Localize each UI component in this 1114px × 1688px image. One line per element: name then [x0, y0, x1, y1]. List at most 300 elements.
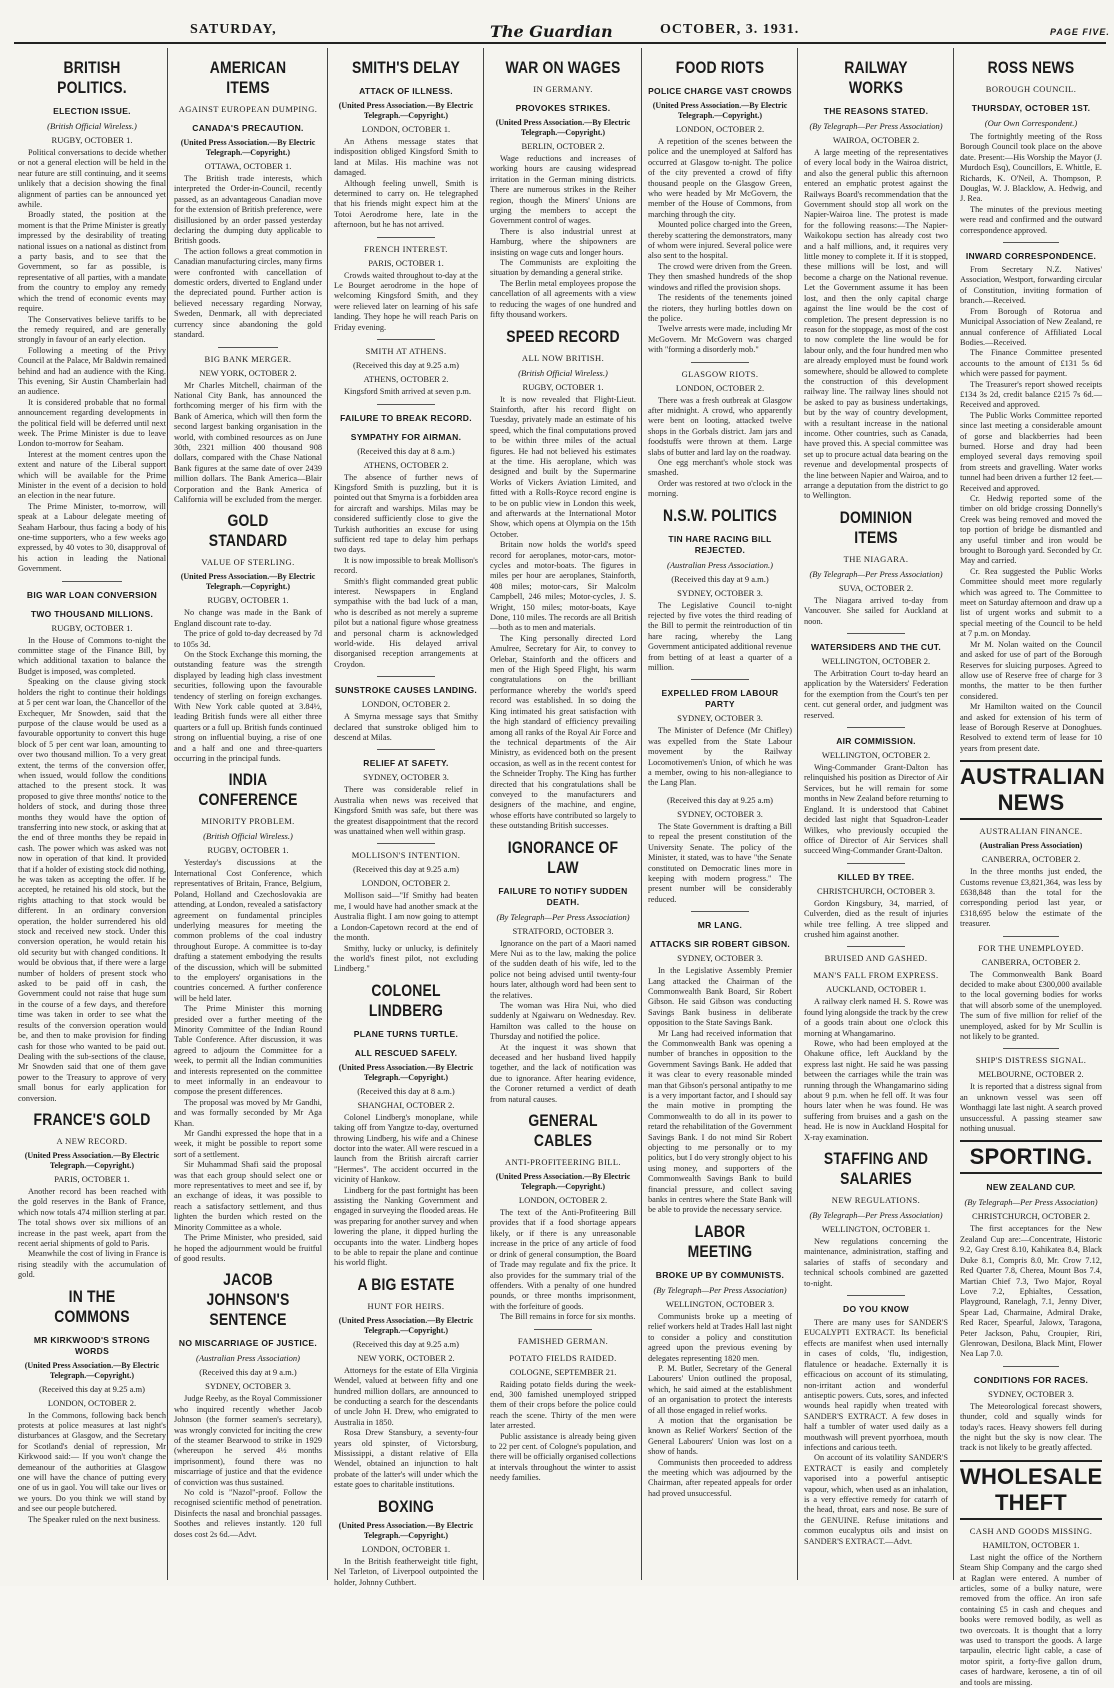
article-dateline: RUGBY, OCTOBER 1.: [207, 595, 289, 606]
divider: [847, 946, 905, 947]
article: [960, 760, 1105, 929]
divider: [691, 362, 749, 363]
divider: [377, 749, 435, 750]
masthead-date: OCTOBER, 3. 1931.: [660, 22, 800, 37]
article-dateline: LONDON, OCTOBER 2.: [675, 124, 765, 134]
article-paragraph: Cr. Rea suggested the Public Works Committee should meet more regularly which was agreed to. The Committee to meet on Saturday afternoon and draw up a list of urgent works and submit to a special meeting of the Council to be held at 7 p.m. on Monday.: [960, 566, 1102, 639]
article-headline: LABOR MEETING: [687, 1221, 753, 1261]
article: [804, 727, 948, 857]
article-paragraph: No cold is "Nazol"-proof. Follow the recognised scientific method of penetration. Disinfects the nasal and bronchial passages. Soothes and relieves instantly. 120 full doses cost 2s 6d.—Advt.: [174, 1487, 322, 1539]
article-headline: FRENCH INTEREST.: [364, 243, 448, 254]
article: [334, 1497, 478, 1588]
divider: [847, 727, 905, 728]
article-paragraph: Sir Muhammad Shafi said the proposal was that each group should select one or more representatives to meet and see if, by an exchange of ideas, it was possible to reach a satisfactory settlement, and thus lighten the burden which rested on the Minority Committee as a whole.: [174, 1160, 322, 1232]
article-dateline: SUVA, OCTOBER 2.: [838, 582, 914, 593]
divider: [691, 679, 749, 680]
article-headline: SUNSTROKE CAUSES LANDING.: [334, 685, 478, 696]
article-headline: SHIP'S DISTRESS SIGNAL.: [975, 1055, 1087, 1066]
article-paragraph: On the Stock Exchange this morning, the outstanding feature was the strength displayed by leading high class investment securities, following upon the favourable tendency of sterling on foreign exchanges. With New York cable quoted at 3.84½, leading British funds were all either three quarters or a full up. British funds continued strong on influential buying, a rise of one and a half and one and three-quarters occurring in the principal funds.: [174, 650, 322, 764]
article-headline: FAMISHED GERMAN.: [517, 1335, 609, 1346]
article-headline: FAILURE TO BREAK RECORD.: [340, 412, 472, 423]
article: [804, 633, 948, 721]
article-subhead: THE NIAGARA.: [843, 553, 909, 564]
article-paragraph: New regulations concerning the maintenance, administration, staffing and salaries of staffs of secondary and technical schools combined are gazetted to-night.: [804, 1237, 948, 1288]
article-dateline: RUGBY, OCTOBER 1.: [522, 381, 604, 392]
article-headline: DO YOU KNOW: [843, 1304, 909, 1315]
received-note: (Received this day at 9.25 a.m): [353, 360, 459, 371]
article-dateline: SYDNEY, OCTOBER 3.: [677, 808, 763, 819]
received-note: (Received this day at 9.25 a.m): [353, 864, 459, 875]
article-paragraph: Mr Charles Mitchell, chairman of the National City Bank, has announced the forthcoming merger of his firm with the Bank of America, which will then form the second largest banking organisation in the world, with combined resources as on June 30th, 2321 million 400 thousand 908 dollars, compared with the Chase National Bank figures at the same date of over 2439 million dollars. The Bank America—Blair Corporation and the Bank America of California will be excluded from the merger.: [174, 380, 322, 504]
article-paragraph: The Bill remains in force for six months.: [500, 1312, 636, 1322]
article-headline: SMITH AT ATHENS.: [365, 346, 447, 357]
article-dateline: HAMILTON, OCTOBER 1.: [982, 1539, 1080, 1550]
article-paragraph: Smith's flight commanded great public interest. Newspapers in England sympathise with the bad luck of a man, who is described as not merely a supreme pilot but a national figure whose greatness and personal charm is acknowledged world-wide. His delayed arrival disorganised reception arrangements at Croydon.: [334, 576, 478, 669]
article: [648, 795, 792, 905]
article-paragraph: Yesterday's discussions at the International Cost Conference, which representatives of Britain, France, Belgium, Poland, Holland and Czechoslovakia are attending, at London, revealed a satisfactory agreement on fundamental principles underlying measures for meeting the common problems of the coal industry throughout Europe. A committee is to-day drafting a statement embodying the results of the discussion, which will be submitted to the employers' organisations in the countries concerned. A further conference will be held later.: [174, 858, 322, 1003]
article-dateline: SYDNEY, OCTOBER 3.: [363, 772, 449, 783]
article-dateline: SYDNEY, OCTOBER 3.: [677, 587, 763, 598]
article-paragraph: Broadly stated, the position at the moment is that the Prime Minister is greatly impressed by the desirability of treating national issues on a national as distinct from a party basis, and to see that the Government, so far as possible, is representative of all parties, with a mandate from the country to employ any remedy which the trend of economic events may require.: [18, 210, 166, 314]
article-paragraph: The woman was Hira Nui, who died suddenly at Ngaiwaru on Wednesday. Rev. Hamilton was called to the house on Thursday and notified the police.: [490, 1001, 636, 1042]
article-paragraph: In the Commons, following back bench protests at police measures at last night's disturbances at Glasgow, and the Secretary for Scotland's denial of repression, Mr Kirkwood said:— If you won't change the demeanour of the authorities at Glasgow one will have the chance of putting every one of us in gaol. You will take our lives or we yours. Do you think we will stand by and see our people butchered.: [18, 1410, 166, 1514]
article-paragraph: Ignorance on the part of a Maori named Mere Nui as to the law, making the police of the sudden death of his wife, led to the police not being advised until twenty-four hours later, although word had been sent to the relatives.: [490, 938, 636, 1000]
article-subhead: POTATO FIELDS RAIDED.: [509, 1352, 617, 1363]
article-subhead: PROVOKES STRIKES.: [515, 103, 611, 113]
article: [18, 1110, 166, 1281]
article-headline: AUSTRALIAN NEWS: [960, 760, 1102, 820]
article-headline: INWARD CORRESPONDENCE.: [965, 251, 1097, 262]
masthead: [0, 22, 1114, 40]
article-source: (British Official Wireless.): [47, 121, 137, 131]
article-source: (Australian Press Association.): [666, 559, 773, 570]
article-headline: DOMINION ITEMS: [839, 507, 913, 547]
article-headline: BOXING: [378, 1496, 434, 1516]
article: [334, 58, 478, 231]
article: [18, 581, 166, 1104]
article: [804, 1295, 948, 1547]
column-3: [330, 48, 482, 1587]
article-paragraph: An Athens message states that indisposition obliged Kingsford Smith to land at Milas. His machine was not damaged.: [334, 137, 478, 178]
article: [804, 1149, 948, 1289]
article-headline: ROSS NEWS: [987, 58, 1075, 77]
column-2: [170, 48, 326, 1580]
article: [490, 838, 636, 1106]
article: [804, 946, 948, 1143]
article: [490, 58, 636, 321]
article-paragraph: The Minister of Defence (Mr Chifley) was expelled from the State Labour movement by the Railway Locomotivemen's Union, of which he was a member, owing to his non-allegiance to the Lang Plan.: [648, 726, 792, 788]
column-rule: [953, 48, 954, 1580]
divider: [1003, 242, 1060, 243]
article-paragraph: The text of the Anti-Profiteering Bill provides that if a food shortage appears likely, or if there is any unreasonable increase in the price of any article of food or drink of general consumption, the Board of Trade may regulate and fix the price. It also provides for the summary trial of the offenders. With a penalty of one hundred pounds, or three months imprisonment, with the forfeiture of goods.: [490, 1208, 636, 1311]
article-paragraph: Cr. Hedwig reported some of the timber on old bridge crossing Donnelly's Creek was being removed and moved the top portion of bridge be dismantled and any useful timber and iron would be brought to Borough yard. Seconded by Cr. May and carried.: [960, 494, 1102, 566]
article-paragraph: Another record has been reached with the gold reserves in the Bank of France, which now totals 474 million sterling at par. The total shows over six millions of an increase in the past week, apart from the recent aerial shipments of gold to Paris.: [18, 1186, 166, 1248]
article-source: (By Telegraph—Per Press Association): [653, 1284, 787, 1295]
article: [490, 327, 636, 832]
article-paragraph: Mollison said—"If Smithy had beaten me, I would have had another smack at the Australia flight. I am now going to attempt a London-Capetown record at the end of the month.: [334, 891, 478, 943]
article-dateline: CHRISTCHURCH, OCTOBER 2.: [972, 1211, 1090, 1222]
article-paragraph: The Legislative Council to-night rejected by five votes the third reading of the Bill to permit the reintroduction of tin hare racing, whereby the Lang Government anticipated additional revenue from betting of at least a quarter of a million.: [648, 600, 792, 673]
article-paragraph: The Commonwealth Bank Board decided to make about £300,000 available to the local governing bodies for works that will absorb some of the unemployed. The sum of five million for relief of the unemployed, asked for by Mr Scullin is not likely to be granted.: [960, 969, 1102, 1042]
article-dateline: WELLINGTON, OCTOBER 3.: [665, 1298, 775, 1309]
article-paragraph: It is now impossible to break Mollison's record.: [334, 555, 478, 576]
article-headline: N.S.W. POLITICS: [662, 505, 777, 525]
article-headline: JACOB JOHNSON'S SENTENCE: [206, 1270, 290, 1330]
article-headline: KILLED BY TREE.: [837, 871, 915, 882]
masthead-day: SATURDAY,: [190, 22, 277, 37]
article-paragraph: A Smyrna message says that Smithy declared that sunstroke obliged him to descend at Milas.: [334, 712, 478, 743]
article: [960, 1140, 1102, 1359]
received-note: (Received this day at 9 a.m.): [199, 1367, 297, 1378]
article-paragraph: Communists then proceeded to address the meeting which was adjourned by the Chairman, after repeated appeals for order had proved unsuccessful.: [648, 1457, 792, 1498]
article-dateline: LONDON, OCTOBER 2.: [361, 699, 451, 710]
article-dateline: LONDON, OCTOBER 1.: [361, 124, 451, 134]
article-subhead: TIN HARE RACING BILL REJECTED.: [668, 533, 772, 555]
article: [960, 242, 1102, 754]
article: [804, 863, 948, 941]
article-source: (British Official Wireless.): [518, 367, 608, 378]
column-5: [644, 48, 796, 1580]
divider: [847, 633, 905, 634]
article-paragraph: The Meteorological forecast showers, thunder, cold and squally winds for today's races. Heavy showers fell during the night but the sky is now clear. The track is not likely to be greatly affected.: [960, 1401, 1102, 1453]
article-paragraph: No change was made in the Bank of England discount rate to-day.: [174, 608, 322, 628]
article-headline: SPEED RECORD: [506, 326, 620, 346]
article: [334, 237, 478, 333]
divider: [62, 581, 121, 582]
article-dateline: WELLINGTON, OCTOBER 2.: [821, 656, 931, 667]
columns-area: [0, 48, 1114, 1687]
article-paragraph: Speaking on the clause giving stock holders the right to continue their holdings at 5 per cent war loan, the Chancellor of the Exchequer, Mr Snowden, said that the purpose of the clause would be used as a favourable opportunity to convert this huge block of 5 per cent war loan, amounting to over two thousand million. To a very great extent, the terms of the conversion offer, when issued, would follow the conditions attached to the present stock. It was proposed to give three months' notice to the holders of stock, and during those three months they would have the option of transferring into new stock, or asking that at the end of three months they be repaid in cash. The power which was asked was not now in operation of that kind. It provided that if a holder of existing stock did nothing, he was taken as accepting the offer. If he accepted, he retained his old stock, but the rights attaching to that stock would be different. In an ordinary conversion operation, the holder surrendered his old stock and received new stock. Under this conversion operation, he would retain his old security but with changed conditions. It would be obvious that, if there were a large number of holders of present stock who asked to be paid off in cash, the Government could not raise that huge sum in the course of a few days, and therefore time was taken in order to see what the results of the conversion operation would be, and then to make provision for finding cash for those who wanted to be paid out. Dealing with the sub-sections of the clause, Mr Snowden said that one of them gave power to the Treasury to approve of very small bonus for early application for conversion.: [18, 677, 166, 1103]
article-subhead: PLANE TURNS TURTLE.: [353, 1028, 459, 1039]
article-paragraph: The British trade interests, which interpreted the Order-in-Council, recently passed, as an advantageous Canadian move for the extension of British preference, were disillusioned by an order passed yesterday declaring the dumping duty applicable to British goods.: [174, 174, 322, 246]
article-paragraph: P. M. Butler, Secretary of the General Labourers' Union outlined the proposal, which, he said aimed at the establishment of an organisation to protect the interests of all those engaged in relief works.: [648, 1363, 792, 1415]
article-dateline: WELLINGTON, OCTOBER 1.: [821, 1224, 931, 1235]
article: [334, 1275, 478, 1491]
column-rule: [483, 48, 484, 1580]
article-source: (Australian Press Association): [979, 841, 1083, 851]
article-paragraph: A repetition of the scenes between the police and the unemployed at Salford has occurred at Glasgow to-night. The police of the city prevented a crowd of fifty thousand people on the Glasgow Green, who were headed by Mr McGovern, the member of the House of Commons, from marching through the city.: [648, 137, 792, 219]
article-subhead: TWO THOUSAND MILLIONS.: [30, 608, 154, 619]
article-subhead: FAILURE TO NOTIFY SUDDEN DEATH.: [498, 885, 628, 907]
divider: [377, 404, 435, 405]
article-source: (United Press Association.—By Electric Telegraph.—Copyright.): [24, 1150, 160, 1170]
article-paragraph: Smithy, lucky or unlucky, is definitely the world's finest pilot, not excluding Lindberg.": [334, 943, 478, 974]
article-paragraph: Raiding potato fields during the week-end, 300 famished unemployed stripped them of their crops before the police could reach the scene. Thirty of the men were later arrested.: [490, 1379, 636, 1431]
article-paragraph: The Prime Minister, who presided, said he hoped the adjournment would be fruitful of good results.: [174, 1233, 322, 1263]
article-paragraph: There is also industrial unrest at Hamburg, where the shipowners are insisting on wage cuts and longer hours.: [490, 226, 636, 257]
article: [174, 511, 322, 764]
article-paragraph: It is reported that a distress signal from an unknown vessel was seen off Wonthaggi late last night. A search proved unsuccessful. A passing steamer saw nothing unusual.: [960, 1082, 1102, 1134]
article-headline: INDIA CONFERENCE: [198, 770, 298, 810]
article-paragraph: Britain now holds the world's speed record for aeroplanes, motor-cars, motor-cycles and motor-boats. The figures in miles per hour are aeroplanes, Stainforth, 408 miles; motor-cars, Sir Malcolm Campbell, 246 miles; Motor-cycles, J. S. Wright, 150 miles; motor-boats, Kaye Done, 110 miles. The records are all British—both as to men and materials.: [490, 540, 636, 633]
article-dateline: ATHENS, OCTOBER 2.: [363, 459, 449, 470]
article-paragraph: Wing-Commander Grant-Dalton has relinquished his position as Director of Air Services, but he will remain for some months in New Zealand before returning to England. It is understood that Cabinet decided last night that Squadron-Leader Wilkes, who previously occupied the office of Director of Air Services shall succeed Wing-Commander Grant-Dalton.: [804, 763, 948, 856]
article-paragraph: The Speaker ruled on the next business.: [28, 1514, 161, 1524]
article-subhead: NEW ZEALAND CUP.: [986, 1182, 1076, 1193]
article-paragraph: At the inquest it was shown that deceased and her husband lived happily together, and the lack of notification was due to ignorance. After hearing evidence, the Coroner returned a verdict of death from natural causes.: [490, 1042, 636, 1104]
article: [960, 1366, 1102, 1454]
article-source: (United Press Association.—By Electric Telegraph.—Copyright.): [338, 1520, 474, 1540]
article-paragraph: Political conversations to decide whether or not a general election will be held in the near future are still continuing, and it seems unlikely that a decision showing the final alignment of parties can be announced yet awhile.: [18, 148, 166, 210]
article-headline: MR LANG.: [697, 920, 743, 931]
article-source: (Our Own Correspondent.): [984, 118, 1078, 128]
received-note: (Received this day at 9.25 a.m): [39, 1383, 145, 1394]
received-note: (Received this day at 9 a.m.): [671, 573, 769, 584]
article: [648, 911, 792, 1216]
article-subhead: POLICE CHARGE VAST CROWDS: [648, 86, 792, 96]
article-paragraph: Crowds waited throughout to-day at the Le Bourget aerodrome in the hope of welcoming Kingsford Smith, and they were relieved later on learning of his safe landing. They hope he will reach Paris on Friday evening.: [334, 270, 478, 332]
article-paragraph: The residents of the tenements joined the rioters, they hurling bottles down on the police.: [648, 293, 792, 323]
article-dateline: PARIS, OCTOBER 1.: [54, 1173, 130, 1184]
article-headline: STAFFING AND SALARIES: [823, 1149, 929, 1189]
article: [490, 1329, 636, 1484]
article-subhead: CASH AND GOODS MISSING.: [969, 1525, 1093, 1536]
article-subhead: ANTI-PROFITEERING BILL.: [505, 1157, 621, 1168]
article-headline: AIR COMMISSION.: [836, 736, 916, 747]
article-dateline: RUGBY, OCTOBER 1.: [51, 622, 133, 633]
article-source: (Australian Press Association): [196, 1353, 300, 1364]
article-source: (United Press Association.—By Electric Telegraph.—Copyright.): [24, 1360, 160, 1380]
article-paragraph: Mr Lang had received information that the Commonwealth Bank was opening a number of branches in opposition to the Government Savings Bank. He added that it was clear to every reasonable minded man that Gibson's personal antipathy to me is a very important factor, and I should say the main motive in prompting the Commonwealth to do all in its power to retard the rehabilitation of the Government Savings Bank. I do not mind Sir Robert objecting to me personally or to my politics, but I do very strongly object to his using money, and supporters of the Commonwealth Savings Bank to build financial pressure, and collect saving banks in centres where the State Bank will be able to provide the necessary service.: [648, 1028, 792, 1215]
article: [648, 1222, 792, 1499]
article-subhead: VALUE OF STERLING.: [201, 557, 295, 568]
article-paragraph: Mounted police charged into the Green, thereby scattering the demonstrators, many of whom were injured. Several police were also sent to the hospital.: [648, 220, 792, 261]
article-paragraph: One egg merchant's whole stock was smashed.: [648, 457, 792, 478]
article-paragraph: The proposal was moved by Mr Gandhi, and was formally seconded by Mr Aga Khan.: [174, 1097, 322, 1128]
article-source: (By Telegraph—Per Press Association): [809, 121, 943, 131]
column-4: [486, 48, 640, 1580]
masthead-rule: [14, 42, 1106, 44]
article: [960, 1460, 1102, 1688]
article-paragraph: The minutes of the previous meeting were read and confirmed and the outward correspondence approved.: [960, 204, 1102, 235]
article-subhead: ATTACK OF ILLNESS.: [359, 86, 453, 96]
divider: [691, 911, 749, 912]
article-paragraph: On account of its volatility SANDER'S EXTRACT is easily and completely vaporised into a powerful antiseptic vapour, which, when used as an inhalation, is a very effective remedy for catarrh of the head, throat, ears and nose. Be sure of the GENUINE. Refuse imitations and common eucalyptus oils and insist on SANDER'S EXTRACT.—Advt.: [804, 1453, 948, 1546]
article-paragraph: Following a meeting of the Privy Council at the Palace, Mr Baldwin remained behind and had an audience with the King. This evening, Sir Austin Chamberlain had an audience.: [18, 345, 166, 397]
article-dateline: PARIS, OCTOBER 1.: [368, 257, 444, 268]
article-subhead: CANADA'S PRECAUTION.: [192, 123, 304, 133]
article-paragraph: Mr M. Nolan waited on the Council and asked for use of part of the Borough Reserves for sluicing purposes. Agreed to allow use of Reserve free of charge for 3 months, the matter to be then further considered.: [960, 639, 1102, 701]
article-dateline: WAIROA, OCTOBER 2.: [832, 135, 920, 145]
article: [648, 362, 792, 500]
article-paragraph: In the Legislative Assembly Premier Lang attacked the Chairman of the Commonwealth Bank Board, Sir Robert Gibson. He said Gibson was conducting Savings Bank business in deliberate opposition to the State Savings Bank.: [648, 966, 792, 1028]
received-note: (Received this day at 9.25 a.m): [353, 1338, 459, 1349]
article: [960, 936, 1102, 1043]
masthead-page-number: PAGE FIVE.: [1050, 27, 1110, 37]
article-dateline: AUCKLAND, OCTOBER 1.: [826, 984, 926, 995]
article-dateline: CANBERRA, OCTOBER 2.: [981, 956, 1081, 967]
article-dateline: ATHENS, OCTOBER 2.: [363, 374, 449, 385]
article-headline: BIG BANK MERGER.: [204, 353, 292, 364]
article-headline: RELIEF AT SAFETY.: [363, 758, 449, 769]
article-source: (United Press Association.—By Electric Telegraph.—Copyright.): [338, 1315, 474, 1335]
article-dateline: SHANGHAI, OCTOBER 2.: [357, 1099, 455, 1110]
article-paragraph: A motion that the organisation be known as Relief Workers' Section of the General Labourers' Union was lost on a show of hands.: [648, 1415, 792, 1457]
article-paragraph: It is considered probable that no formal announcement regarding developments in the political field will be deferred until next week. The Prime Minister is due to leave London to-morrow for Seaham.: [18, 397, 166, 449]
article-headline: BIG WAR LOAN CONVERSION: [26, 589, 158, 600]
article-paragraph: The fortnightly meeting of the Ross Borough Council took place on the above date. Present:—His Worship the Mayor (J. Murdoch Esq), Councillors, E. Whittle, E. Richards, K. O'Neil, A. Thompson, P. Douglas, W. J. Blacklow, A. Hedwig, and J. Rea.: [960, 132, 1102, 204]
article-paragraph: The price of gold to-day decreased by 7d to 105s 3d.: [174, 629, 322, 649]
divider: [534, 1329, 592, 1330]
divider: [218, 347, 277, 348]
article-subhead: BOROUGH COUNCIL.: [985, 84, 1077, 94]
article-dateline: SYDNEY, OCTOBER 3.: [677, 953, 763, 964]
article-paragraph: Kingsford Smith arrived at seven p.m.: [344, 387, 471, 397]
article-paragraph: There was considerable relief in Australia when news was received that Kingsford Smith was safe, but there was the greatest disappointment that the record was unattained when well within grasp.: [334, 785, 478, 837]
article-paragraph: The Prime Minister, to-morrow, will speak at a Labour delegate meeting of Seaham Harbour, thus facing a body of his one-time supporters, who a few weeks ago expressed, by 40 votes to 30, disapproval of his action in leading the National Government.: [18, 501, 166, 574]
article-source: (By Telegraph—Per Press Association): [496, 911, 630, 922]
article-source: (By Telegraph—Per Press Association): [809, 568, 943, 579]
article-source: (United Press Association.—By Electric Telegraph.—Copyright.): [338, 101, 474, 120]
article-dateline: RUGBY, OCTOBER 1.: [51, 135, 133, 145]
column-rule: [167, 48, 168, 1580]
article-dateline: COLOGNE, SEPTEMBER 21.: [509, 1366, 617, 1377]
article-paragraph: Gordon Kingsbury, 34, married, of Culverden, died as the result of injuries while tree felling. A tree slipped and crushed him against another.: [804, 898, 948, 939]
divider: [1003, 936, 1060, 937]
article-dateline: OTTAWA, OCTOBER 1.: [204, 161, 292, 171]
article-subhead: THE REASONS STATED.: [823, 106, 929, 116]
article-headline: RAILWAY WORKS: [844, 58, 908, 97]
column-7: [956, 48, 1106, 1687]
article-paragraph: Judge Reeby, as the Royal Commissioner who inquired recently whether Jacob Johnson (the former seamen's secretary), was wrongly convicted for inciting the crew of the steamer Bearwood to strike in 1929 (whereupon he served 4½ months imprisonment), found there was no miscarriage of justice and that the evidence of conviction was thus sustained.: [174, 1394, 322, 1487]
article-subhead: ELECTION ISSUE.: [53, 106, 131, 116]
article-paragraph: The crowd were driven from the Green. They then smashed hundreds of the shop windows and rifled the provision shops.: [648, 261, 792, 292]
article-headline: WATERSIDERS AND THE CUT.: [811, 642, 941, 653]
article-paragraph: The King personally directed Lord Amulree, Secretary for Air, to convey to Orlebar, Stainforth and the officers and men of the High Speed Flight, his warm congratulations on the brilliant performance whereby the world's speed record was established. In so doing the King intimated his great satisfaction with the high standard of efficiency prevailing among all ranks of the Royal Air Force and the technical departments of the Air Ministry, as evidenced both on the present occasion, as well as in the recent contest for the Schneider Trophy. The King has further directed that his congratulations shall be conveyed to the manufacturers and designers of the machine, and engine, whose efforts have contributed so largely to these outstanding British successes.: [490, 633, 636, 831]
article-dateline: MELBOURNE, OCTOBER 2.: [978, 1069, 1084, 1080]
article-dateline: LONDON, OCTOBER 2.: [675, 382, 765, 393]
article: [334, 404, 478, 671]
article-paragraph: It is now revealed that Flight-Lieut. Stainforth, after his record flight on Tuesday, privately made an estimate of his speed, which the final computations proved to be within three miles of the actual figures. He had not believed his estimates at the time. His aeroplane, which was designed and built by the Supermarine Works of Vickers Aviation Limited, and fitted with a Rolls-Royce record engine is to be on public view in London this week, and afterwards at the International Motor Show, which opens at Olympia on the 15th October.: [490, 394, 636, 539]
article-subhead: AGAINST EUROPEAN DUMPING.: [178, 104, 318, 114]
article-paragraph: The State Government is drafting a Bill to repeal the present constitution of the University Senate. The policy of the Minister, it stated, was to have "the Senate constituted on Democratic lines more in keeping with modern progress." The present number will be considerably reduced.: [648, 821, 792, 904]
article-paragraph: The Niagara arrived to-day from Vancouver. She sailed for Auckland at noon.: [804, 595, 948, 626]
article-subhead: NO MISCARRIAGE OF JUSTICE.: [178, 1338, 318, 1349]
article-paragraph: In the British featherweight title fight, Nel Tarleton, of Liverpool outpointed the holder, Johnny Cuthbert.: [334, 1556, 478, 1587]
article-paragraph: A railway clerk named H. S. Rowe was found lying alongside the track by the crew of a goods train about one o'clock this morning at Whangamarino.: [804, 997, 949, 1038]
article-headline: GOLD STANDARD: [208, 511, 288, 551]
article-source: (United Press Association.—By Electric Telegraph.—Copyright.): [180, 138, 316, 157]
article-headline: A BIG ESTATE: [357, 1274, 455, 1294]
divider: [1003, 1366, 1060, 1367]
column-rule: [327, 48, 328, 1580]
article: [648, 679, 792, 788]
article-dateline: LONDON, OCTOBER 2.: [47, 1397, 137, 1408]
article-paragraph: The Public Works Committee reported since last meeting a considerable amount of gorse and blackberries had been burned. Horse and dray had been employed several days removing spoil from streets and gravelling. Water works tunnel had been driven a further 12 feet.—Received and approved.: [960, 410, 1102, 493]
article-paragraph: The Conservatives believe tariffs to be the remedy required, and are generally strongly in favour of an early election.: [18, 314, 166, 345]
article-paragraph: Although feeling unwell, Smith is determined to carry on. He telegraphed that his friends might expect him at the Totoi Aerodrome here, late in the afternoon, but he has not arrived.: [334, 178, 478, 230]
article-headline: FRANCE'S GOLD: [33, 1109, 151, 1129]
received-note: (Received this day at 8 a.m.): [357, 1085, 455, 1096]
divider: [377, 676, 435, 677]
article-headline: EXPELLED FROM LABOUR PARTY: [661, 688, 779, 710]
article: [334, 339, 478, 397]
article-dateline: WELLINGTON, OCTOBER 2.: [821, 750, 931, 761]
article-subhead: MAN'S FALL FROM EXPRESS.: [813, 970, 939, 981]
article-paragraph: From Secretary N.Z. Natives' Association, Westport, forwarding circular of Constitution, inviting formation of branch.—Received.: [960, 265, 1102, 306]
article-dateline: NEW YORK, OCTOBER 2.: [199, 367, 297, 378]
article: [174, 347, 322, 506]
article-paragraph: Last night the office of the Northern Steam Ship Company and the cargo shed at Raglan were entered. A number of articles, some of a bulky nature, were removed from the office. An iron safe containing £5 in cash and cheques and books were removed bodily, as well as two overcoats. It is thought that a lorry was used to transport the goods. A large tarpaulin, electric light cable, a case of motor spirit, a forty-five gallon drum, cases of hardware, kerosene, a tin of oil and tools are missing.: [960, 1552, 1102, 1687]
article-subhead: ALL NOW BRITISH.: [521, 352, 605, 363]
article-paragraph: Colonel Lindberg's monoplane, while taking off from Yangtze to-day, overturned throwing Lindberg, his wife and a Chinese doctor into the water. All were rescued in a launch from the British aircraft carrier "Hermes". The accident occurred in the vicinity of Hankow.: [334, 1112, 478, 1185]
article-headline: GENERAL CABLES: [528, 1111, 598, 1151]
article: [960, 58, 1102, 236]
article: [804, 58, 948, 502]
article-dateline: RUGBY, OCTOBER 1.: [207, 845, 289, 856]
article-paragraph: A large meeting of the representatives of every local body in the Wairoa district, and also the general public this afternoon entered an emphatic protest against the Railways Board's recommendation that the Government should stop all work on the Napier-Wairoa line. The protest is made for the following reasons:—The Napier-Waikokopu section has already cost two and a half millions, and, it requires very little money to complete it. If it is stopped, these millions will be lost, and will become a charge on the National revenue. Let the Government assume it has been lost, and then the only capital charge against the line would be the cost of completion. The present depression is no reason for the stoppage, as most of the cost to now complete the line would be for labour only, and the four hundred men who are already employed must be found work somewhere, should be allowed to complete the construction of this development railway line. The railway lines should not be asked to pay as business undertakings, but by the way of country development, with a resultant increase in the national income. Other countries, such as Canada, have proved this. A special committee was set up to procure actual data bearing on the revenue and developmental prospects of the line between Napier and Wairoa, and to arrange a deputation from the district to go to Wellington.: [804, 148, 948, 501]
divider: [847, 1295, 905, 1296]
article-headline: FOR THE UNEMPLOYED.: [978, 942, 1084, 953]
article-paragraph: The first acceptances for the New Zealand Cup are:—Concentrate, Historic 9.2, Gay Crest 8.10, Kahikatea 8.4, Black Duke 8.1, Compris 8.0, Mr. Crow 7.12, Red Quarter 7.8, Cherea, Mount Bos 7.4, Martian Chief 7.3, Two Major, Royal Love 7.2, Ephialtes, Cessation, Playground, Ranelagh, 7.1, Jenny Diver, Spear Lad, Charmaine, Admiral Drake, Red Racer, Spearful, Jalowx, Taragona, Peter Jackson, Pahu, Croupier, Riri, Glenrowan, Desilona, Black Mint, Flower Nea Lap 7.0.: [960, 1224, 1102, 1359]
article-paragraph: From Borough of Rotorua and Municipal Association of New Zealand, re annual conference of Affiliated Local Bodies.—Received.: [960, 306, 1102, 347]
article-paragraph: Mr Gandhi expressed the hope that in a week, it might be possible to report some sort of a settlement.: [174, 1129, 322, 1159]
article-subhead: BROKE UP BY COMMUNISTS.: [655, 1269, 785, 1280]
article-headline: AMERICAN ITEMS: [209, 58, 287, 97]
article-subhead: MR KIRKWOOD'S STRONG WORDS: [33, 1334, 151, 1356]
article-subhead: IN GERMANY.: [533, 84, 593, 94]
article-dateline: SYDNEY, OCTOBER 3.: [988, 1388, 1074, 1399]
article-headline: BRUISED AND GASHED.: [824, 953, 928, 964]
article-dateline: LONDON, OCTOBER 2.: [361, 878, 451, 889]
article-subhead: THURSDAY, OCTOBER 1ST.: [971, 103, 1091, 113]
article-source: (United Press Association.—By Electric Telegraph.—Copyright.): [495, 118, 631, 137]
article-subhead: ATTACKS SIR ROBERT GIBSON.: [649, 939, 791, 950]
article: [334, 676, 478, 743]
article-paragraph: The Prime Minister this morning presided over a further meeting of the Minority Committee of the Indian Round Table Conference. After discussion, it was agreed to adjourn the Committee for a week, to permit all the Indian communities and interests represented on the committee to meet informally in an endeavour to compose the present differences.: [174, 1004, 322, 1097]
article-headline: MOLLISON'S INTENTION.: [351, 850, 461, 861]
article-headline: SMITH'S DELAY: [352, 58, 460, 77]
divider: [847, 863, 905, 864]
article-dateline: NEW YORK, OCTOBER 2.: [357, 1352, 455, 1363]
article-paragraph: Wage reductions and increases of working hours are causing widespread irritation in the German mining districts. There are numerous strikes in the Reiher region, though the Miners' Unions are urging the members to accept the Government control of wages.: [490, 154, 636, 226]
article: [174, 770, 322, 1264]
article: [490, 1111, 636, 1322]
article: [648, 58, 792, 356]
article: [18, 1287, 166, 1525]
article-source: (United Press Association.—By Electric Telegraph.—Copyright.): [338, 1062, 474, 1082]
article: [960, 1048, 1102, 1134]
article-subhead: AUSTRALIAN FINANCE.: [979, 826, 1083, 837]
article-paragraph: The absence of further news of Kingsford Smith is puzzling, but it is pointed out that Smyrna is a forbidden area for aircraft and warships. Milas may be considered sufficiently close to give the Turkish authorities an excuse for using sufficient red tape to delay him perhaps two days.: [334, 472, 478, 555]
article-dateline: CHRISTCHURCH, OCTOBER 3.: [817, 885, 935, 896]
article-paragraph: The Arbitration Court to-day heard an application by the Watersiders' Federation for the exemption from the Court's ten per cent. cut general order, and judgment was reserved.: [804, 669, 948, 720]
article-paragraph: Rowe, who had been employed at the Ohakune office, left Auckland by the express last night. He said he was passing between the carriages while the train was running through the Whangamarino siding about 9 p.m. when he fell off. It was four hours later when he was found. He was suffering from bruises and a gash on the head. He is now in Auckland Hospital for X-ray examination.: [804, 1038, 948, 1142]
article-source: (By Telegraph—Per Press Association): [809, 1210, 943, 1221]
article-paragraph: In the House of Commons to-night the committee stage of the Finance Bill, by which additional taxation to balance the Budget is imposed, was completed.: [18, 635, 166, 676]
divider: [377, 339, 435, 340]
article-paragraph: The action follows a great commotion in Canadian manufacturing circles, many firms were confronted with cancellation of domestic orders, diverted to England under the depreciated pound. Further action is believed necessary regarding Norway, Sweden, Denmark, all with depreciated currency since abandoning the gold standard.: [174, 246, 322, 340]
article-paragraph: Lindberg for the past fortnight has been assisting the Nanking Government and engaged in surveying the flooded areas. He was preparing for another survey and when lowering the plane, it dipped hurling the occupants into the water. Lindberg hopes to be able to repair the plane and continue his world flight.: [334, 1185, 478, 1268]
masthead-title: The Guardian: [490, 22, 613, 41]
article-paragraph: Interest at the moment centres upon the extent and nature of the Liberal support which will be available for the Prime Minister in the event of a decision to hold an election in the near future.: [18, 449, 166, 501]
article-headline: WHOLESALE THEFT: [960, 1460, 1102, 1520]
article-headline: SPORTING.: [960, 1140, 1102, 1174]
article-subhead: HUNT FOR HEIRS.: [367, 1300, 445, 1311]
article-paragraph: In the three months just ended, the Customs revenue £3,821,364, was less by £638,848 than the total for the corresponding period last year, or £318,695 below the estimate of the treasurer.: [960, 867, 1102, 929]
article-paragraph: There are many uses for SANDER'S EUCALYPTI EXTRACT. Its beneficial effects are manifest when used internally in cases of colds, 'flu, indigestion, flatulence or headache. Externally it is efficacious on account of its stimulating, non-irritant action and wonderful antiseptic powers. Cuts, sores, and infected wounds heal rapidly when treated with SANDER'S EXTRACT. A few doses in half a tumbler of water used daily as a mouthwash will prevent pyorrhoea, mouth infections and carious teeth.: [804, 1318, 948, 1452]
article-dateline: BERLIN, OCTOBER 2.: [521, 141, 605, 151]
article-headline: FOOD RIOTS: [675, 58, 765, 77]
article-headline: IGNORANCE OF LAW: [507, 837, 619, 877]
article: [334, 843, 478, 974]
article-paragraph: Communists broke up a meeting of relief workers held at Trades Hall last night to consider a policy and constitution agreed upon the previous evening by delegates representing 1820 men.: [648, 1311, 793, 1363]
divider: [377, 843, 435, 844]
article-dateline: LONDON, OCTOBER 2.: [518, 1195, 608, 1206]
article: [174, 1270, 322, 1540]
article-subhead: NEW REGULATIONS.: [831, 1195, 921, 1206]
article-subhead: ALL RESCUED SAFELY.: [354, 1047, 458, 1058]
